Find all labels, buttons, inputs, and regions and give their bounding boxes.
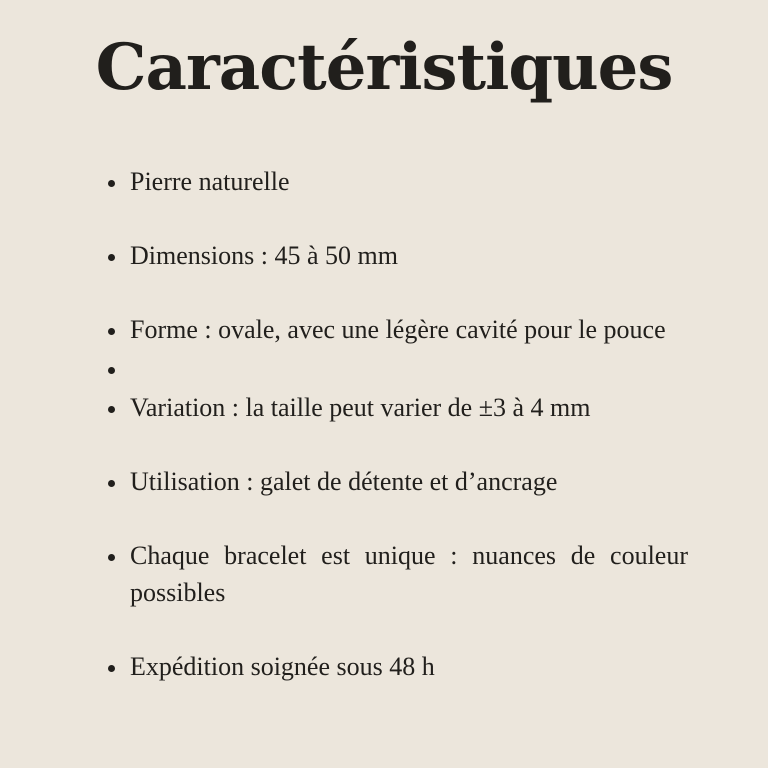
- list-item-pierre: • Pierre naturelle: [128, 163, 688, 200]
- list-item-forme: • Forme : ovale, avec une légère cavité pour le pouce: [128, 311, 688, 348]
- list-item-expedition: • Expédition soignée sous 48 h: [128, 648, 688, 685]
- page-title: Caractéristiques: [95, 30, 673, 105]
- list-item-unique: • Chaque bracelet est unique : nuances de couleur possibles: [128, 537, 688, 611]
- list-item-variation: • Variation : la taille peut varier de ±3 à 4 mm: [128, 389, 688, 426]
- list-item-utilisation: • Utilisation : galet de détente et d’ancrage: [128, 463, 688, 500]
- features-list: [0, 163, 688, 685]
- list-item-dimensions: • Dimensions : 45 à 50 mm: [128, 237, 688, 274]
- list-item-empty: [128, 350, 688, 387]
